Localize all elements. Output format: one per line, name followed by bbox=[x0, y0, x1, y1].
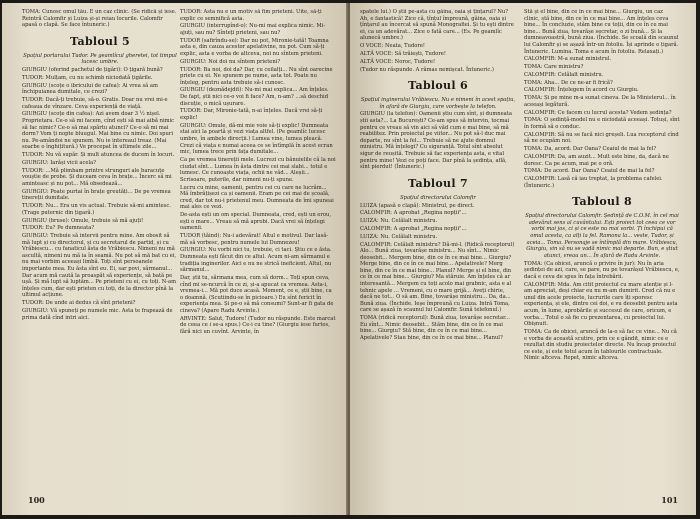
dialogue-paragraph: GIURGIU: Iarăși vicii acela? bbox=[22, 160, 96, 166]
dialogue-paragraph: GIURGIU (interrupînd-o): Nu-mi mai explica nimic. Mi-ajuți, sau nu? Sînteți prieteni, sau nu? bbox=[180, 23, 326, 36]
dialogue-paragraph: CALOMFIR: M-a sunat ministrul. bbox=[524, 56, 612, 63]
dialogue-paragraph: GIURGIU (scoțe o ibricului de cafea): Ai vrea să am închipuianea dumitale, ce crezi? bbox=[22, 82, 158, 96]
dialogue-paragraph: GIURGIU: Poate purtai în brațe greutăți... De pe vremea tinereții dumitale. bbox=[22, 188, 171, 202]
dialogue-paragraph: TUDOR: Asta nu e un motiv să fim prieteni. Uite, să-ți explic ce semnifică asta. bbox=[180, 9, 322, 22]
heading-tabloul-8: Tabloul 8 bbox=[572, 195, 632, 209]
dialogue-paragraph: TUDOR: Ba noi, doi da? Dar, cu ceilalți... Nu sînt oarecine priete cu ei. Ne spunem pe nume, asta tot. Poate nu înțeleg, pentru asta trebuie să-i cunosc. bbox=[180, 66, 333, 86]
dialogue-paragraph: TUDOR (tăind): Nu-i adevărat! Altul e motivul. Dar lasă-mă să vorbesc, pentru numele lui Dumnezeu! bbox=[180, 233, 329, 246]
dialogue-paragraph: GIURGIU (la telefon): Oamenii știu cum sînt, și dumneata știi asta?... La București? Ce-am spus să intervin, tocmai pentru ce vreau să vin aici să văd cum e mai bine, să mă reabilitez. Prin proiectul pe viitor... Nu pot să-l duc mai departe, nu sînt la fel... Trebuie să ne ajute domnul ministru. Mă înțelegi? Cu siguranță. Totul sînt absolut sigur de reușită. Trebuie să fac experiența asta, e vital pentru mine! Vezi ce poți face. Dar pînă la ședința, află, sînt pierdut! (Întuneric.) bbox=[360, 111, 512, 171]
dialogue-paragraph: GIURGIU: Noi doi nu sîntem prieteni? bbox=[180, 58, 281, 65]
dialogue-paragraph: LUIZA (apasă o clapă): Ministrul, pe direct. bbox=[360, 202, 475, 209]
dialogue-paragraph: CALOMFIR: Celălalt ministru. bbox=[524, 71, 604, 78]
dialogue-paragraph: O VOCE: Neata, Tudore! bbox=[360, 43, 426, 50]
dialogue-paragraph: TOMA: Cunosc omul tău. E un caz clinic. (Se ridică și iese. Reintră Calomfir și Luiza și-și reiau locurile. Calomfir apasă o clapă. Se face întuneric.) bbox=[22, 9, 177, 29]
stage-direction: Spațiul directorului Calomfir bbox=[400, 194, 476, 201]
dialogue-paragraph: CALOMFIR: Da, am auzit... Mult este bine, da, dacă ne doresc. Ca pe acum, mai pe o oră. bbox=[524, 153, 669, 167]
dialogue-paragraph: TUDOR: Dar, Mironie-tată, n-ai înțeles. Dacă vrei să-ți explic! bbox=[180, 108, 323, 122]
dialogue-paragraph: TUDOR: ...Mă plimbam printre strunguri ale baracuțe vouștie de probe. Și duceam ceva în brațe... Încerc să mi aminteasc și nu pot... Mă obsedează... bbox=[22, 167, 172, 187]
dialogue-paragraph: TOMA (ridică receptorul): Bună ziua, tovarășe secretar... Eu sînt... Nimic deosebit... Stăm bine, din ce în ce mai bine... Giurgiu? Stă bine, din ce în ce mai bine... Apelativele? Stau bine, din ce în ce mai bine... Planul? bbox=[360, 315, 510, 341]
dialogue-paragraph: Stă și el bine, din ce în ce mai bine... Giurgiu, un caz clinic, stă bine, din ce în ce mai bine... Am înțeles ceva bine... În concluzie, stăm bine cu toții, din ce în ce mai bine... Bună ziua, tovarășe secretar, o zi bună... Și la dumneavoastră, bună ziua. (Închide. Se scoală din scaunul lui Calomfir și se așază într-un fotoliu. Își aprinde o țigară. Întuneric. Lumina. Toma e acum în fotoliu. Relaxați.) bbox=[524, 9, 679, 55]
dialogue-paragraph: CALOMFIR: Să nu se facă nici greșeli. Lua receptorul cînd să ne ocupăm noi. bbox=[524, 131, 679, 145]
page-number-right: 101 bbox=[661, 495, 678, 505]
dialogue-paragraph: CALOMFIR: A aprobat „Regina nopții"... bbox=[360, 225, 467, 232]
dialogue-paragraph: TUDOR (safirîndu-se): Dar nu pot, Mironie-tată! Toamna asta e, din cauza acestor apelativine, nu pot. Cum să-ți explic, asta e vorba de altceva, noi nu sîntem prieteni. bbox=[180, 37, 329, 57]
dialogue-paragraph: GIURGIU (bruse): Omule, trebuie să mă ajuți! bbox=[22, 217, 144, 224]
dialogue-paragraph: TUDOR: Mulțam, cu nu schimb niciodată țigările. bbox=[22, 74, 153, 81]
left-page bbox=[2, 3, 348, 515]
dialogue-paragraph: GIURGIU: Nu vorbi nici tu, trebuie, ci taci. Știu ce e ăsta. Dumneata ești făcut din ce altul. Acum ni-am sărmanul e tradiția inginerilor. Aici e nu ne strică ineficient. Altul, nu sărmanul... bbox=[180, 247, 332, 274]
dialogue-paragraph: CALOMFIR: Mda. Am citit proiectul cu mare atenție și l-am apreciat, deși chiar eu nu m-am dumirit. Cred că nu e unul din acele proiecte, lucrurile care îți sporesc experiența, și ele, dintre cei doi, e vu deosebit pentru asta acum, în lume, aprobările și succesul de care, oricum, e vorba... Totul o să fie cu prezentarea, cu proiectul lui. Obișnuit. bbox=[524, 281, 678, 328]
stage-direction: Spațiul portarului Tudor. Pe geamlîcul gheretei, tot timpul lucesc umbre. bbox=[23, 52, 177, 66]
dialogue-paragraph: CALOMFIR: Înțelegem în acord cu Giurgiu. bbox=[524, 87, 639, 94]
dialogue-paragraph: CALOMFIR: Lasă că iau treptat, la problema cafelei. (Întuneric.) bbox=[524, 176, 663, 189]
right-column-2 bbox=[524, 9, 680, 497]
dialogue-paragraph: TUDOR: Eu? Pe dumneata? bbox=[22, 225, 95, 232]
dialogue-paragraph: spatele lui.) O știi pe-asta cu găina, oaia și țînțarul? Nu? Ah, e fantastică! Zice că, țînțul împreună, găina, oaia și țînțarul au încercat să spună Monografiei. Și tu eşti dintre ei, ca un adevărat... Zice o fată care... (Es. Pe geamlîc alunecă umbre.) bbox=[360, 9, 514, 42]
dialogue-paragraph: LUIZA: Nu. Celălalt ministru. bbox=[360, 233, 438, 240]
dialogue-paragraph: De-asta ești un om special. Dumneata, cred, ești un erou, ești o mare... Vreau să mă aprobi. Dacă vrei să înțelegi oamenii. bbox=[180, 212, 331, 232]
dialogue-paragraph: TOMA: Care ministru? bbox=[524, 64, 584, 71]
dialogue-paragraph: TUDOR: Nu vă supăr. Și mult atuncea de ducem în locuri. bbox=[22, 152, 175, 159]
heading-tabloul-5: Tabloul 5 bbox=[70, 34, 130, 48]
dialogue-paragraph: TOMA: Și pe mine m-a sunat cineva. De la Ministerul... în aceeași legătură. bbox=[524, 95, 676, 108]
dialogue-paragraph: GIURGIU: Trebuie să intervii pentru mine. Am obosit să mă lupt și cu directorul, și cu secretarul de partid, și cu Vrăbiescu... cu fanaticul ăsta de Vrăbiescu. Nimeni nu mă ascultă, nimeni nu mă ia în seamă. Nu pot să mă bat cu ei, nu mai vorbim aceeași limbă. Toți sînt persoanele importante mea. Eu ăsta sînt eu. Ei, sar povi, sărmanul... Dar acum mă caută la proaspăt să experiențe, să bată pe ușă. Și mă lupt să luptăm... Pe prieteni cu ei, cu toți. N-am înțeles cum, dar ești prieten cu toți, de la director pînă la ultimul acțiune. bbox=[22, 233, 177, 299]
dialogue-paragraph: GIURGIU: Vă spuneți pe numele mic. Asta te frapează de prima dată cînd intri aici. bbox=[22, 307, 173, 321]
dialogue-paragraph: TOMA: Ca de obicei, aruncă de la-o să fac ce vine... Nu că e vorba de această scutire, prin ce e gândit, nimic ce e rezultat din studiu proiectelor directe. Nu încap proiectul ce este, și este totul acum în tablourile contractuale. Nimic altceva. Repet, nimic altceva. bbox=[524, 328, 677, 362]
left-column-1 bbox=[22, 9, 178, 497]
dialogue-paragraph: GIURGIU (deznădejdit): Nu-mi mai explica... Am înțeles. De fapt, știi nici ce-o voi fi face? Am, n-am? ...să deschid discuție, o mică ușurare. bbox=[180, 87, 329, 107]
dialogue-paragraph: TOMA: Da, acord. Dar Oana? Ceaiul de mai la fel? bbox=[524, 146, 657, 153]
dialogue-paragraph: TOMA: Aha... De ce ne-ar fi frică? bbox=[524, 79, 613, 86]
page-number-left: 100 bbox=[28, 495, 45, 505]
dialogue-paragraph: Lucru cu mine, oamenii, pentru cei cu care ne lucrăm... Mă îmbrățișezi ca și oamenii. Eram pe cei mai de școală, cred, dar tot nu-i prietenul meu. Dumneata de îmi spuneai mai ales ce vezi. bbox=[180, 184, 334, 211]
dialogue-paragraph: GIURGIU: Omule, dă-mi mie voie să-ți explic! Dumneata stai aici la poartă și vezi viața altfel. (Pe geamlîc lucesc umbre, în ambele direcții.) Lumea vine, lumea pleacă. Crezi că viața e numai aceea ce se întîmplă în acest ecran mic, lumea trece prin fața dumitale... bbox=[180, 122, 333, 156]
dialogue-paragraph: TUDOR: Dacă-ți trebuie, să-o. Gratis. Doar nu vrei mi-e cafeaua de vînzare. Ceva experiență de viață. bbox=[22, 97, 168, 110]
heading-tabloul-6: Tabloul 6 bbox=[408, 79, 468, 93]
dialogue-paragraph: (Tudor nu răspunde. A rămas nemișcat. Întuneric.) bbox=[360, 66, 494, 73]
heading-tabloul-7: Tabloul 7 bbox=[408, 176, 468, 190]
dialogue-paragraph: GIURGIU (scoțe din cafea): Azi avem doar 3 ½ nișel. Proprietara. Ce-o să mi facem, cînd ești să mai aibă nimic să fac nimic? Ce-o să mai spărtu atunci? Ce-o să mi mai dorm? Vom ți nopte bluugul. Mai bine cu nimic. Doi spuri nu. Pe-amândoi ne spunem. Nu ie intereaul treaz. (Mai soarbe o înghițitură.) Ve procepat în ultimele zile... bbox=[22, 111, 175, 151]
right-column-1 bbox=[360, 9, 516, 497]
dialogue-paragraph: TOMA: De acord. Dar Oana? Ceaiul de mai la fel? bbox=[524, 168, 655, 175]
dialogue-paragraph: TOMA: (Ca obicei, aruncă o privire în jur): Nu în aria ședinței de azi, care, se pare, nu pe tovarășul Vrăbiescu, e, dacă e ceva de spus în fața întrebării. bbox=[524, 260, 680, 280]
right-page bbox=[350, 3, 696, 515]
dialogue-paragraph: ARVINTE: Salut, Tudore! (Tudor nu răspunde. Este marcat de ceea ce i se-a spus.) Ce-i cu tine? (Giurgiu iese furtos, fără nici un cuvînt. Arvinte, în bbox=[180, 315, 336, 335]
stage-direction: Spațiul inginerului Vrăbiescu. Nu e nimeni în acest spațiu, în afară de Giurgiu, care vorbește la telefon. bbox=[360, 97, 516, 110]
dialogue-paragraph: TUDOR: De unde ai dedus că sînt prieteni? bbox=[22, 300, 136, 307]
left-column-2 bbox=[180, 9, 336, 497]
dialogue-paragraph: GIURGIU (oferind pachetul de țigări): O țigară bună? bbox=[22, 67, 163, 74]
dialogue-paragraph: CALOMFIR: A aprobat „Regina nopții"... bbox=[360, 210, 467, 217]
dialogue-paragraph: CALOMFIR: Celălalt ministru? Dă-mi-l. (Ridică receptorul) Alo... Bună ziua, tovarășe ministru... Nu sînt... Nimic deosebit... Mergem bine, din ce în ce mai bine... Giurgiu? Merge bine, din ce în ce mai bine... Apelativele? Merg bine, din ce în ce mai bine... Planul? Merge și el bine, din ce în ce mai bine... Giurgiu? Ma stăruie. Am înțeles că ar interesantă... Mergem cu toți acolo mai grabnic, asta e al tehnic apele ... Vremeni, cu o mare grijă... Aveți chirie, dacă ne tot... O să am. Bine, tovarășe ministru... Da, da... Bună ziua. (Închide. Ieșe împreună cu Luiza. Intră Toma, care se așază în scaunul lui Calomfir. Sună telefonul.) bbox=[360, 241, 515, 314]
dialogue-paragraph: TUDOR: Nu... Era un vis actual. Trebuie să-mi amintesc. (Trage puternic din țigară.) bbox=[22, 203, 171, 216]
dialogue-paragraph: LUIZA: Nu. Celălalt ministru. bbox=[360, 218, 438, 225]
dialogue-paragraph: ALTĂ VOCE: Să trăiești, Tudore! bbox=[360, 50, 446, 57]
dialogue-paragraph: TOMA: O ședință-model nu e niciodată aceeași. Totuși, sînt în formă să o conduc. bbox=[524, 117, 680, 130]
dialogue-paragraph: Ca pe vremea tinereții mele. Lucrezi cu bănuielile că la noi ciudat sînt... Lumea în ăsta dintre cei mai slabi... totul e lumesc. Ce cunoaște viața, ochii ne văd... Aleșii... Scrisoare, puterile, dar nimeni nu-ți spune. bbox=[180, 156, 336, 183]
dialogue-paragraph: ALTĂ VOCE: Noroc, Tudore! bbox=[360, 58, 436, 65]
stage-direction: Spațiul directorului Calomfir. Ședință de C.O.M. în cel mai adevărat sens al cuvântului. Ești proiect tot ceea ce vor vorbi mai jos, ci și ce este nu mai vorbi. Ți închipui că omul acesta, ca alți la fel. Ramona la... veste, Tudor, și aceia... Toma. Personaje se întîmplă din mare. Vrăbiescu, Giurgiu, vin să nu se vadă nimic mai departe. Bun, e știut atunci, vreau un... În afară de Radu Arvinte. bbox=[525, 213, 679, 259]
dialogue-paragraph: Dar, știi tu, sărmana mea, cum să dorm... Toți spun ceva, cînd mi se-ncurcă în ce zi, și-a apucat ca vremea. Asta-i, vremea-i... Mă pot duce acasă. Moment, ce e, știi bine, ca o doamnă. (Scutiindu-se în picioare.) Eu sînt fericit în experiența mea. Și pe-o să mă consumi? Sunt-ar fi gata de cineva? (Apare Radu Arvinte.) bbox=[180, 275, 334, 314]
dialogue-paragraph: CALOMFIR: Ce facem cu lucrul acesta? Vedem ședința? bbox=[524, 109, 672, 116]
